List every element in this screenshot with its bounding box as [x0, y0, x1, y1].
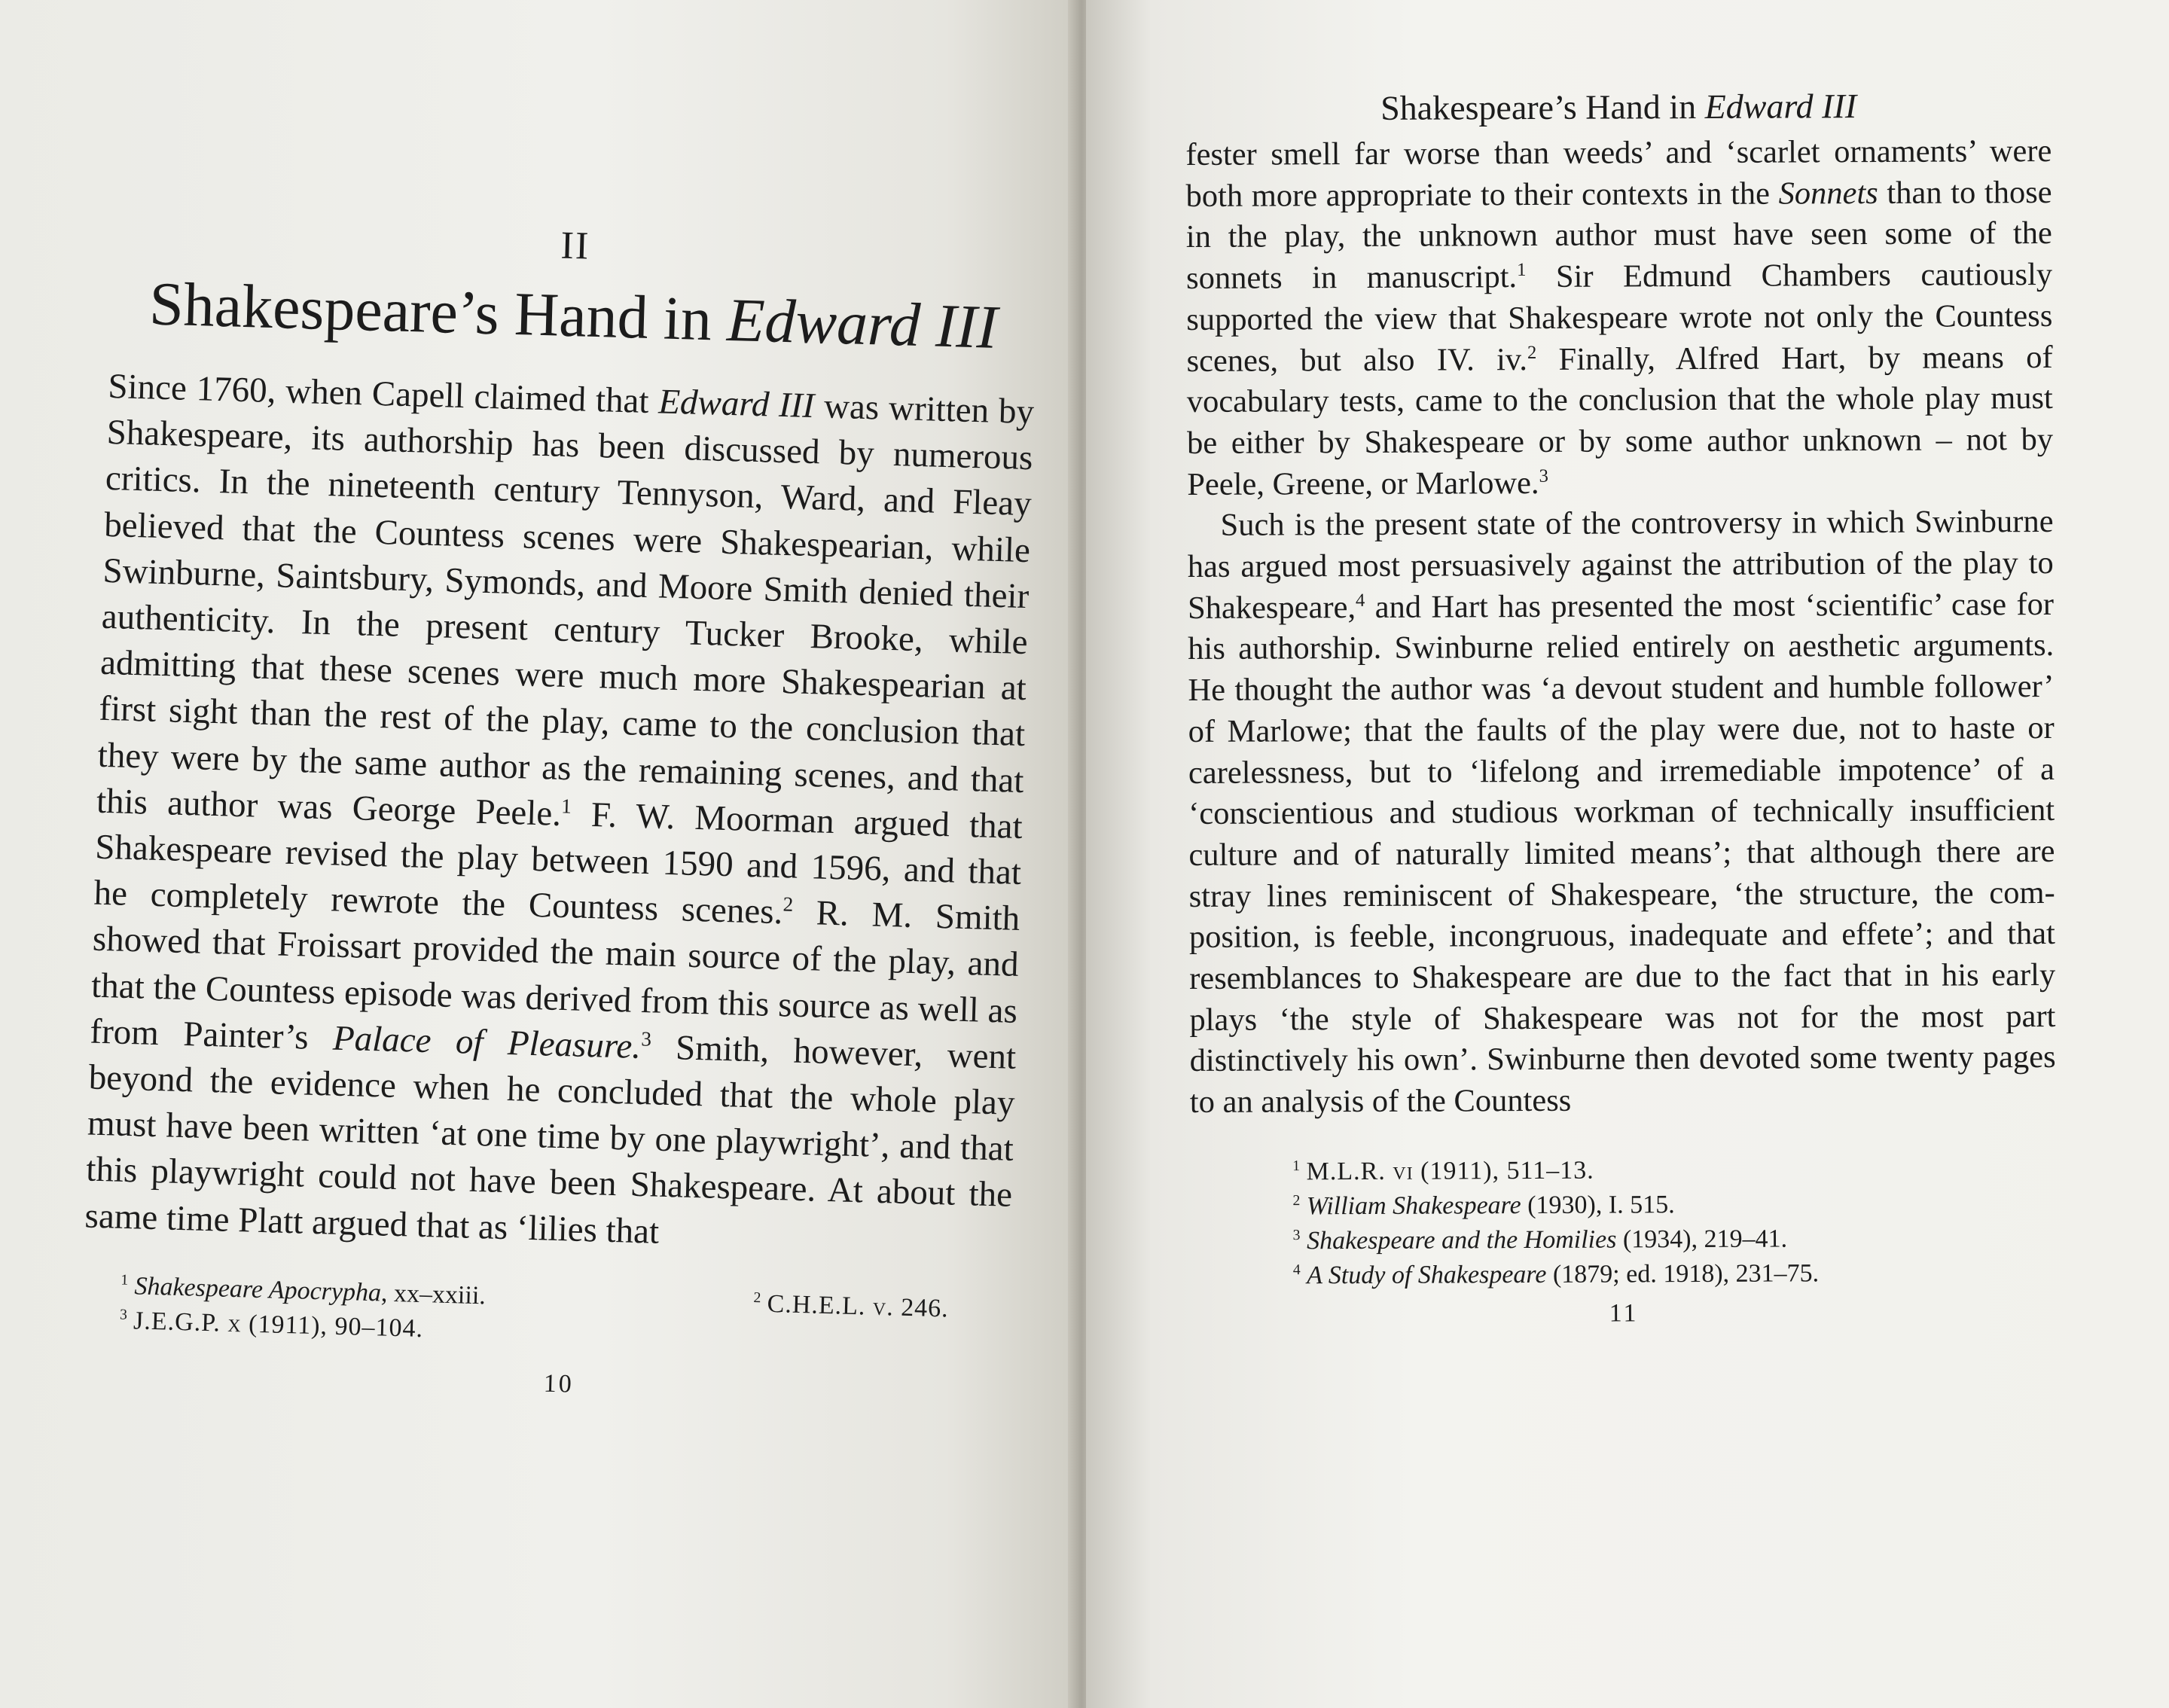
- running-head: Shakespeare’s Hand in Edward III: [1380, 87, 1857, 127]
- text-run: R. M. Smith showed that Froissart provided the main source of the play, and that the Countess episode was derived from this source as well as from Painter’s: [89, 892, 1020, 1058]
- footnote-ref: 3: [640, 1027, 652, 1051]
- left-page: [0, 0, 1075, 1708]
- footnote-4: $^4$ A Study of Shakespeare (1879; ed. 1918), 231–75.: [1292, 1259, 1820, 1290]
- chapter-title: [109, 267, 1037, 364]
- text-run: F. W. Moorman argued that Shakespeare revised the play between 1590 and 1596, and that he completely rewrote the Countess scenes.: [93, 795, 1023, 932]
- italic-run: Sonnets: [1778, 175, 1878, 212]
- footnote-ref: 1: [1517, 259, 1527, 281]
- left-page-content: [80, 211, 1039, 1411]
- text-run: Finally, Alfred Hart, by means of vocabulary tests, came to the conclusion that the whole play must be either by Shakespeare or by some author unknown – not by Peele, Greene, or Marlowe.: [1186, 339, 2054, 502]
- italic-run: Edward III: [657, 382, 815, 426]
- text-run: Smith, however, went beyond the evidence when he concluded that the whole play must have been written ‘at one time by one playwright’, and that this playwright could not have been Shakespeare. At about the same time Platt argued that as ‘lilies that: [84, 1027, 1017, 1252]
- text-run: than to those in the play, the unknown author must have seen some of the sonnets in manuscript.: [1185, 174, 2052, 297]
- text-run: Since 1760, when Capell claimed that: [107, 366, 660, 422]
- right-paragraph-1: [1185, 131, 2053, 505]
- footnote-ref: 2: [782, 892, 794, 917]
- footnote-1: $^1$ M.L.R. vi (1911), 511–13.: [1292, 1156, 1594, 1186]
- text-run: Sir Edmund Chambers cautiously supported the view that Shakespeare wrote not only the Countess scenes, but also IV. iv.: [1186, 257, 2053, 379]
- page-number-right: 11: [1609, 1299, 1639, 1328]
- page-number-left: 10: [543, 1369, 575, 1398]
- footnote-ref: 3: [1539, 465, 1548, 486]
- footnote-3: $^3$ J.E.G.P. x (1911), 90–104.: [119, 1306, 424, 1343]
- left-paragraph-1: [84, 364, 1035, 1265]
- footnote-ref: 1: [560, 795, 572, 818]
- right-page-content: [1185, 85, 2057, 1330]
- right-footnotes: [1190, 1151, 2057, 1294]
- right-paragraph-2: [1187, 502, 2056, 1124]
- text-run: was written by Shakespeare, its authorship has been discussed by numerous critics. In the nineteenth century Tennyson, Ward, and Fleay believed that the Countess scenes were Shakespearian, while Swinburne, Saintsbury, Symonds, and Moore Smith denied their authenticity. In the present century Tucker Brooke, while admitting that these scenes were much more Shakespearian at first sight than the rest of the play, came to the conclusion that they were by the same author as the remaining scenes, and that this author was George Peele.: [96, 386, 1035, 834]
- italic-run: Palace of Pleasure.: [332, 1018, 642, 1066]
- chapter-title-italic: Edward III: [726, 285, 999, 361]
- text-run: and Hart has presented the most ‘scientific’ case for his authorship. Swinburne relied entirely on aesthetic arguments. He thought the author was ‘a devout student and humble follower’ of Marlowe; that the faults of the play were due, not to haste or carelessness, but to ‘lifelong and irremediable impotence’ of a ‘conscientious and studious workman of technically insufficient culture and of naturally limited means’; that although there are stray lines reminiscent of Shakespeare, ‘the structure, the composition, is feeble, incongruous, inadequate and effete’; and that resemblances to Shakespeare are due to the fact that in his early plays ‘the style of Shakespeare was not for the most part distinctively his own’. Swinburne then devoted some twenty pages to an analysis of the Countess: [1188, 586, 2056, 1121]
- footnote-2: $^2$ William Shakespeare (1930), I. 515.: [1292, 1191, 1675, 1221]
- chapter-title-main: Shakespeare’s Hand in: [148, 269, 728, 354]
- footnote-2: $^2$ C.H.E.L. v. 246.: [753, 1289, 950, 1323]
- text-run: Such is the present state of the controversy in which Swinburne has argued most persuasively against the attribution of the play to Shakespeare,: [1187, 504, 2054, 626]
- left-footnotes: [81, 1267, 1009, 1362]
- footnote-ref: 2: [1527, 342, 1537, 363]
- footnote-3: $^3$ Shakespeare and the Homilies (1934), 219–41.: [1292, 1225, 1788, 1255]
- chapter-number: II: [560, 224, 591, 268]
- text-run: fester smell far worse than weeds’ and ‘scarlet ornaments’ were both more appropriate to their contexts in the: [1185, 133, 2052, 214]
- footnote-1: $^1$ Shakespeare Apocrypha, xx–xxiii.: [120, 1271, 487, 1310]
- footnote-ref: 4: [1355, 590, 1365, 611]
- right-page: [1086, 0, 2169, 1708]
